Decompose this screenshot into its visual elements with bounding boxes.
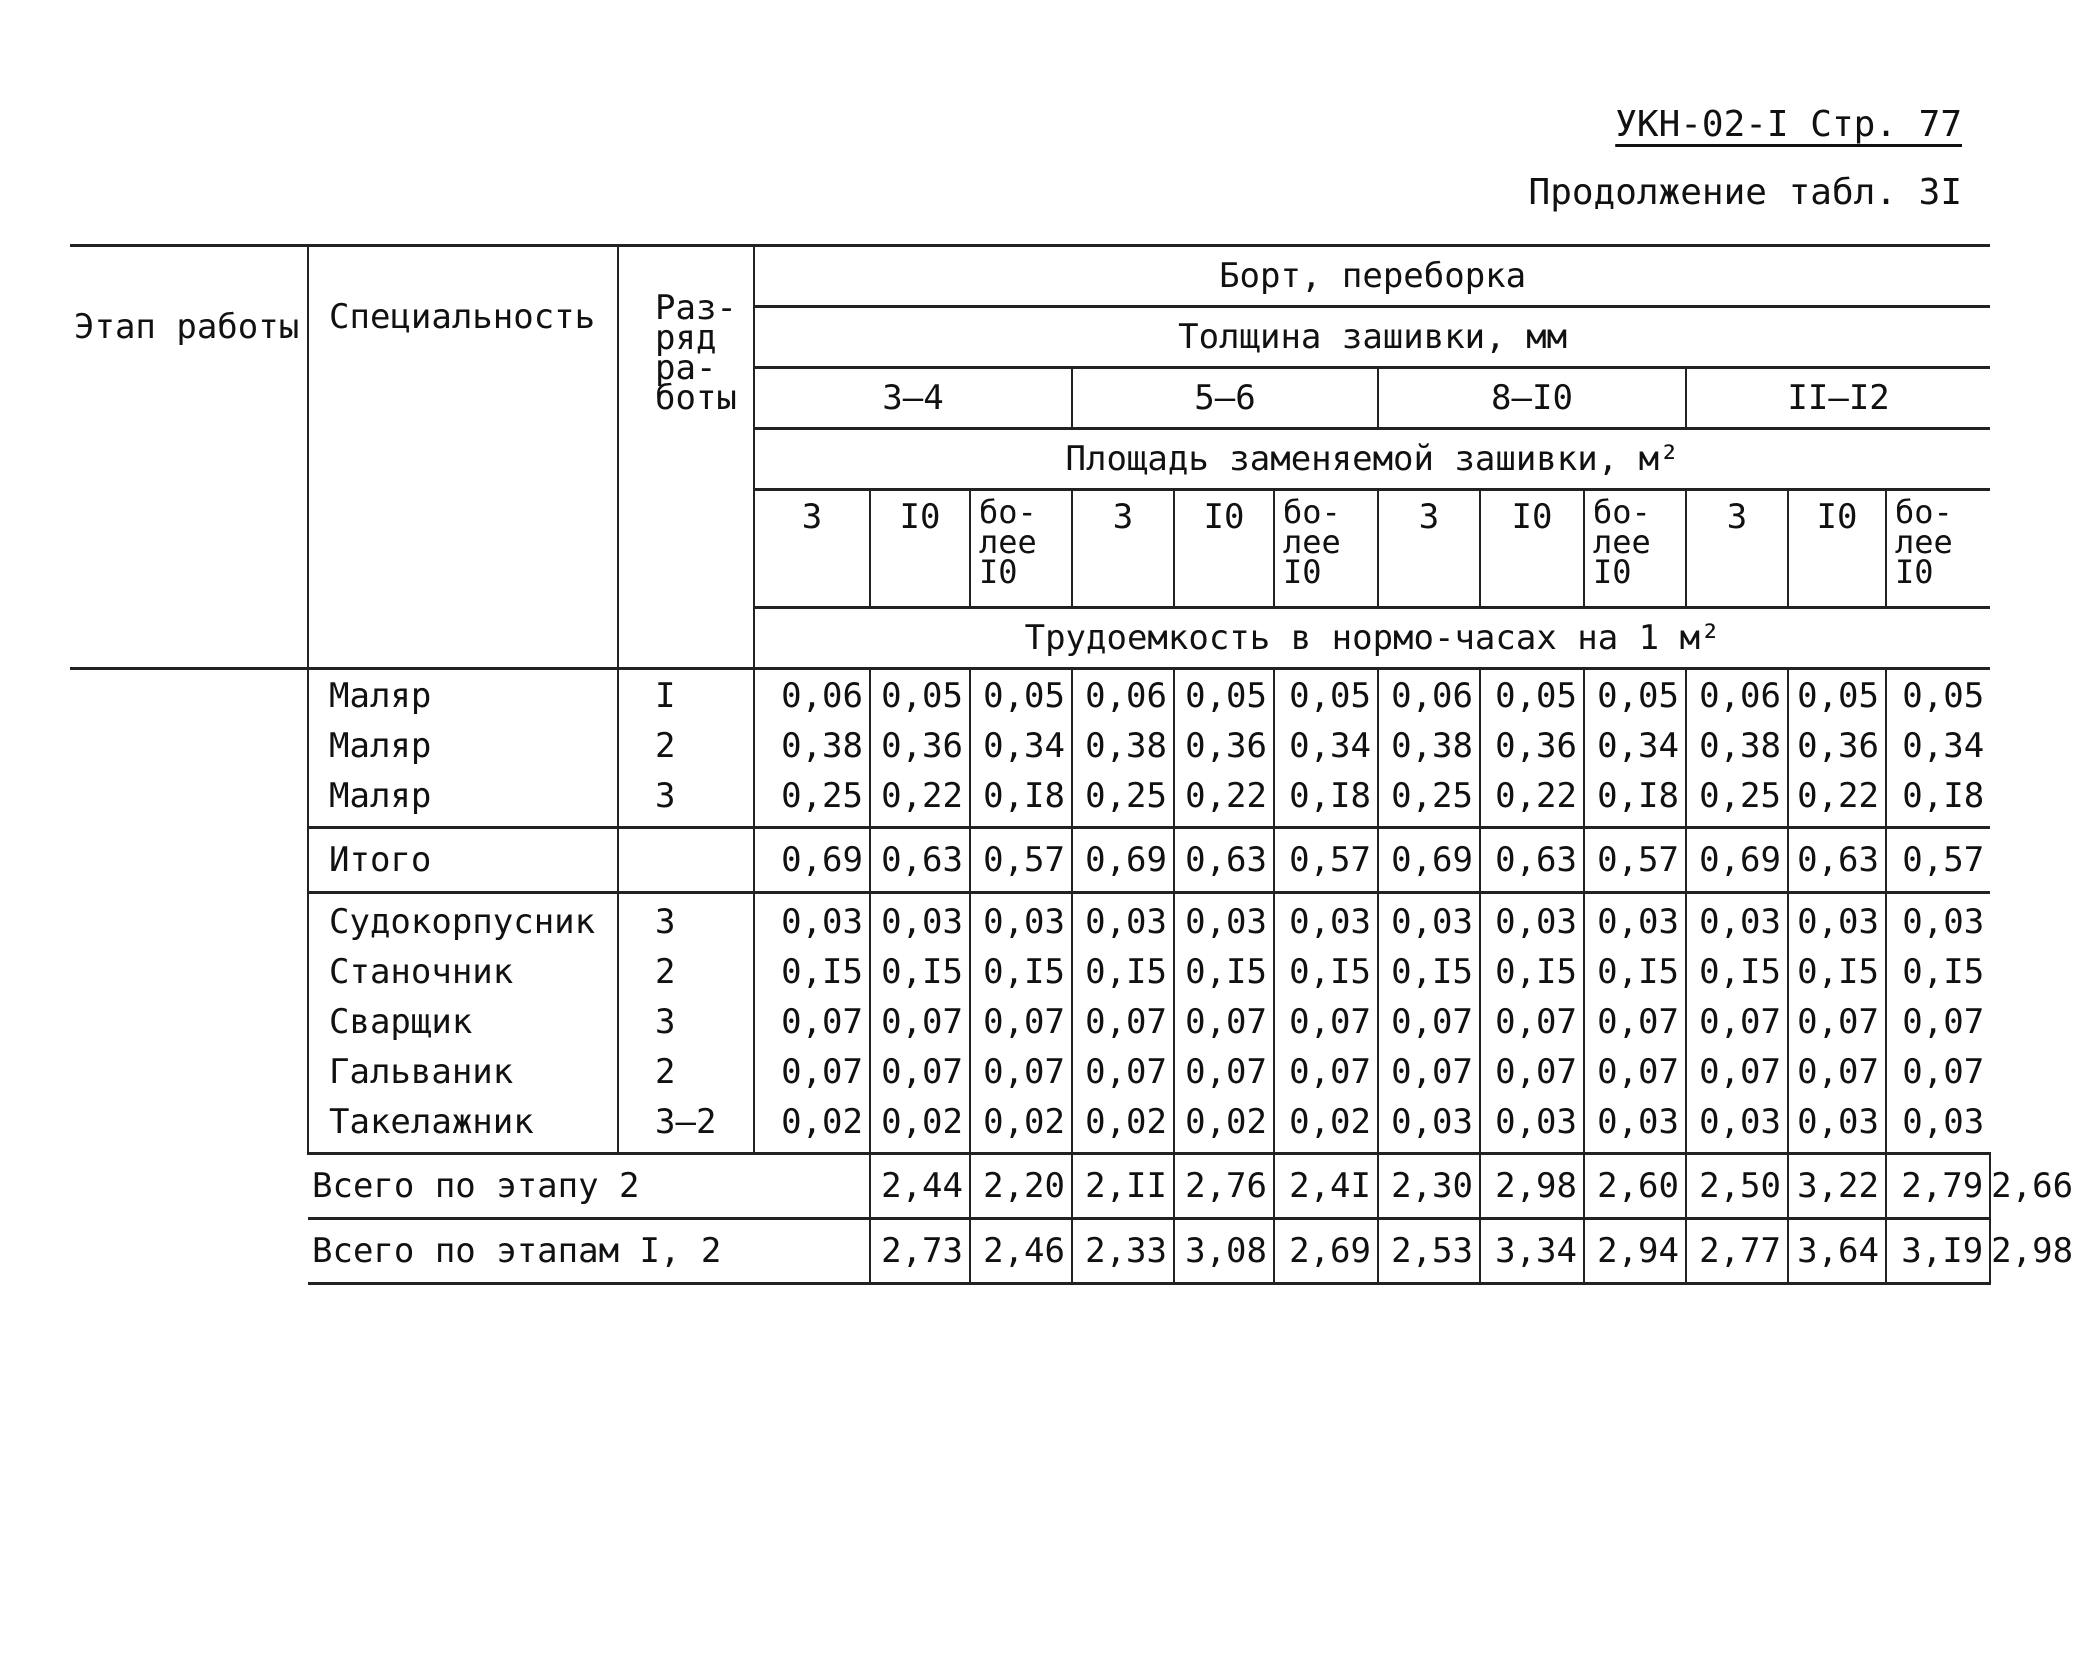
value-cell: 0,03 [1378,893,1480,953]
area-col-header: бо- лее I0 [1274,490,1378,608]
value-cell: 0,03 [1686,1102,1788,1154]
document-code: УКН-02-I Стр. 77 [1615,104,1962,145]
value-cell: 0,07 [754,1052,870,1102]
value-cell: 0,05 [1788,669,1886,727]
value-cell: 0,02 [970,1102,1072,1154]
area-col-header: I0 [1174,490,1274,608]
total-stage2-value: 2,4I [1274,1154,1378,1219]
value-cell: 0,02 [870,1102,970,1154]
area-col-header: бо- лее I0 [1584,490,1686,608]
specialty-cell: Станочник [308,952,618,1002]
value-cell: 0,I5 [1174,952,1274,1002]
value-cell: 0,06 [1378,669,1480,727]
specialty-cell: Маляр [308,776,618,828]
value-cell: 0,07 [1072,1002,1174,1052]
total-stage2-value: 2,50 [1686,1154,1788,1219]
value-cell: 0,06 [754,669,870,727]
value-cell: 0,38 [1378,726,1480,776]
value-cell: 0,38 [754,726,870,776]
value-cell: 0,07 [1584,1002,1686,1052]
total-stages12-value: 3,64 [1788,1219,1886,1284]
total-stages12-value: 2,73 [870,1219,970,1284]
value-cell: 0,I8 [1886,776,1990,828]
value-cell: 0,03 [1072,893,1174,953]
value-cell: 0,22 [1788,776,1886,828]
value-cell: 0,34 [1584,726,1686,776]
rank-cell: 2 [618,1052,754,1102]
subtotal-value: 0,69 [754,828,870,893]
specialty-cell: Такелажник [308,1102,618,1154]
total-stages12-value: 2,46 [970,1219,1072,1284]
value-cell: 0,05 [1174,669,1274,727]
total-stage2-label: Всего по этапу 2 [308,1154,870,1219]
area-title: Площадь заменяемой зашивки, м² [754,429,1990,490]
value-cell: 0,05 [1480,669,1584,727]
value-cell: 0,03 [1886,893,1990,953]
thickness-group: II–I2 [1686,368,1990,429]
value-cell: 0,I5 [970,952,1072,1002]
area-col-header: бо- лее I0 [1886,490,1990,608]
value-cell: 0,07 [870,1052,970,1102]
value-cell: 0,07 [870,1002,970,1052]
value-cell: 0,I5 [754,952,870,1002]
rank-cell: 3 [618,893,754,953]
total-stage2-value: 2,76 [1174,1154,1274,1219]
value-cell: 0,I5 [1886,952,1990,1002]
value-cell: 0,25 [754,776,870,828]
value-cell: 0,02 [1274,1102,1378,1154]
subtotal-value: 0,57 [1584,828,1686,893]
labor-title: Трудоемкость в нормо-часах на 1 м² [754,608,1990,669]
thickness-title: Толщина зашивки, мм [754,307,1990,368]
area-col-header: I0 [1788,490,1886,608]
col-rank-header: Раз- ряд ра- боты [618,246,754,669]
specialty-cell: Маляр [308,669,618,727]
value-cell: 0,34 [1886,726,1990,776]
value-cell: 0,25 [1378,776,1480,828]
value-cell: 0,07 [1584,1052,1686,1102]
total-stages12-value: 2,94 [1584,1219,1686,1284]
subtotal-value: 0,69 [1686,828,1788,893]
value-cell: 0,07 [1686,1052,1788,1102]
subtotal-label: Итого [308,828,618,893]
value-cell: 0,02 [754,1102,870,1154]
value-cell: 0,22 [1480,776,1584,828]
value-cell: 0,07 [1174,1052,1274,1102]
area-col-header: 3 [754,490,870,608]
total-stage2-value: 2,44 [870,1154,970,1219]
value-cell: 0,02 [1174,1102,1274,1154]
value-cell: 0,I5 [1584,952,1686,1002]
subtotal-value: 0,63 [1788,828,1886,893]
specialty-cell: Маляр [308,726,618,776]
subtotal-value: 0,63 [1174,828,1274,893]
value-cell: 0,03 [970,893,1072,953]
value-cell: 0,07 [1378,1002,1480,1052]
value-cell: 0,06 [1072,669,1174,727]
value-cell: 0,07 [754,1002,870,1052]
value-cell: 0,34 [970,726,1072,776]
value-cell: 0,03 [1480,893,1584,953]
total-stages12-value: 3,I9 [1886,1219,1990,1284]
value-cell: 0,07 [1480,1002,1584,1052]
subtotal-value: 0,69 [1072,828,1174,893]
thickness-group: 5–6 [1072,368,1378,429]
value-cell: 0,36 [870,726,970,776]
value-cell: 0,07 [1886,1052,1990,1102]
value-cell: 0,05 [870,669,970,727]
value-cell: 0,38 [1072,726,1174,776]
rank-cell [618,828,754,893]
value-cell: 0,36 [1480,726,1584,776]
total-stage2-value: 2,98 [1480,1154,1584,1219]
total-stage2-value: 2,20 [970,1154,1072,1219]
value-cell: 0,07 [1378,1052,1480,1102]
thickness-group: 8–I0 [1378,368,1686,429]
area-col-header: 3 [1378,490,1480,608]
total-stages12-value: 3,34 [1480,1219,1584,1284]
value-cell: 0,07 [1072,1052,1174,1102]
rank-cell: I [618,669,754,727]
specialty-cell: Сварщик [308,1002,618,1052]
total-stage2-value: 2,79 [1886,1154,1990,1219]
specialty-cell: Судокорпусник [308,893,618,953]
value-cell: 0,I8 [1584,776,1686,828]
col-stage-header: Этап работы [70,246,308,669]
value-cell: 0,25 [1072,776,1174,828]
subtotal-value: 0,63 [1480,828,1584,893]
subtotal-value: 0,57 [970,828,1072,893]
total-stage2-value: 2,II [1072,1154,1174,1219]
rank-cell: 3 [618,776,754,828]
value-cell: 0,I5 [1686,952,1788,1002]
value-cell: 0,06 [1686,669,1788,727]
subtotal-value: 0,57 [1274,828,1378,893]
value-cell: 0,07 [1274,1052,1378,1102]
value-cell: 0,03 [1174,893,1274,953]
value-cell: 0,03 [1584,893,1686,953]
subtotal-value: 0,63 [870,828,970,893]
value-cell: 0,07 [1886,1002,1990,1052]
total-stages12-value: 2,33 [1072,1219,1174,1284]
value-cell: 0,07 [1274,1002,1378,1052]
value-cell: 0,07 [1686,1002,1788,1052]
value-cell: 0,03 [1686,893,1788,953]
value-cell: 0,22 [870,776,970,828]
value-cell: 0,02 [1072,1102,1174,1154]
value-cell: 0,I5 [870,952,970,1002]
value-cell: 0,I8 [1274,776,1378,828]
area-col-header: I0 [1480,490,1584,608]
total-stage2-value: 3,22 [1788,1154,1886,1219]
value-cell: 0,03 [1886,1102,1990,1154]
value-cell: 0,I5 [1072,952,1174,1002]
value-cell: 0,I5 [1378,952,1480,1002]
value-cell: 0,34 [1274,726,1378,776]
group-title: Борт, переборка [754,246,1990,307]
value-cell: 0,03 [1788,893,1886,953]
value-cell: 0,07 [1480,1052,1584,1102]
total-stages12-value: 2,69 [1274,1219,1378,1284]
total-stages12-value: 2,53 [1378,1219,1480,1284]
rank-cell: 2 [618,952,754,1002]
value-cell: 0,38 [1686,726,1788,776]
value-cell: 0,05 [1584,669,1686,727]
area-col-header: 3 [1072,490,1174,608]
rank-cell: 2 [618,726,754,776]
value-cell: 0,36 [1788,726,1886,776]
value-cell: 0,03 [1584,1102,1686,1154]
value-cell: 0,03 [870,893,970,953]
value-cell: 0,03 [1480,1102,1584,1154]
value-cell: 0,I5 [1480,952,1584,1002]
value-cell: 0,05 [970,669,1072,727]
value-cell: 0,07 [970,1002,1072,1052]
value-cell: 0,03 [754,893,870,953]
value-cell: 0,07 [1788,1002,1886,1052]
value-cell: 0,07 [970,1052,1072,1102]
specialty-cell: Гальваник [308,1052,618,1102]
total-stages12-label: Всего по этапам I, 2 [308,1219,870,1284]
value-cell: 0,07 [1174,1002,1274,1052]
total-stages12-value: 2,77 [1686,1219,1788,1284]
value-cell: 0,I5 [1788,952,1886,1002]
value-cell: 0,05 [1886,669,1990,727]
subtotal-value: 0,57 [1886,828,1990,893]
subtotal-value: 0,69 [1378,828,1480,893]
rank-cell: 3 [618,1002,754,1052]
value-cell: 0,07 [1788,1052,1886,1102]
value-cell: 0,22 [1174,776,1274,828]
value-cell: 0,03 [1788,1102,1886,1154]
table-continuation-label: Продолжение табл. 3I [1528,172,1962,213]
value-cell: 0,03 [1274,893,1378,953]
total-stage2-value: 2,30 [1378,1154,1480,1219]
area-col-header: I0 [870,490,970,608]
area-col-header: 3 [1686,490,1788,608]
stage-cell [70,669,308,1284]
value-cell: 0,36 [1174,726,1274,776]
total-stage2-value: 2,60 [1584,1154,1686,1219]
value-cell: 0,I8 [970,776,1072,828]
labor-table: Этап работы Специальность Раз- ряд ра- боты Борт, переборка Толщина зашивки, мм 3–4 5–6 8–I0 II–I2 Площадь заменяемой зашивки, м² 3 I0 бо- лее I0 3 I0 бо- лее I0 3 I0 бо- лее I0 3 I0 бо- лее I0 Трудоемкость в нормо-часах на 1 м² Маляр I 0,06 0,05 0,05 0,06 0,05 0,05 0,06 0,05 0,05 0,06 0,05 0,05 Маляр 2 0,38 0,36 0,34 0,38 0,36 0,34 0,38 0,36 0,34 0,38 0,36 0,34 Маляр 3 0,25 0,22 0,I8 0,25 0,22 0,I8 0,25 0,22 0,I8 0,25 0,22 0,I8 Итого 0,69 0,63 0,57 0,69 0,63 0,57 0,69 0,63 0,57 0,69 0,63 0,57 Судокорпусник 3 0,03 0,03 0,03 0,03 0,03 0,03 0,03 0,03 0,03 0,03 0,03 0,03 Станочник 2 0,I5 0,I5 0,I5 0,I5 0,I5 0,I5 0,I5 0,I5 0,I5 0,I5 0,I5 0,I5 Сварщик 3 0,07 0,07 0,07 0,07 0,07 0,07 0,07 0,07 0,07 0,07 0,07 0,07 Гальваник 2 0,07 0,07 0,07 0,07 0,07 0,07 0,07 0,07 0,07 0,07 0,07 0,07 Такелажник 3–2 0,02 0,02 0,02 0,02 0,02 0,02 0,03 0,03 0,03 0,03 0,03 0,03 Всего по этапу 2 2,44 2,20 2,II 2,76 2,4I 2,30 2,98 2,60 2,50 3,22 2,79 2,66 Всего по этапам I, 2 2,73 2,46 2,33 3,08 2,69 2,53 3,34 2,94 2,77 3,64 3,I9 2,98 [70,244,1990,1285]
total-stages12-value: 3,08 [1174,1219,1274,1284]
value-cell: 0,05 [1274,669,1378,727]
area-col-header: бо- лее I0 [970,490,1072,608]
value-cell: 0,03 [1378,1102,1480,1154]
value-cell: 0,I5 [1274,952,1378,1002]
value-cell: 0,25 [1686,776,1788,828]
rank-cell: 3–2 [618,1102,754,1154]
col-specialty-header: Специальность [308,246,618,669]
thickness-group: 3–4 [754,368,1072,429]
